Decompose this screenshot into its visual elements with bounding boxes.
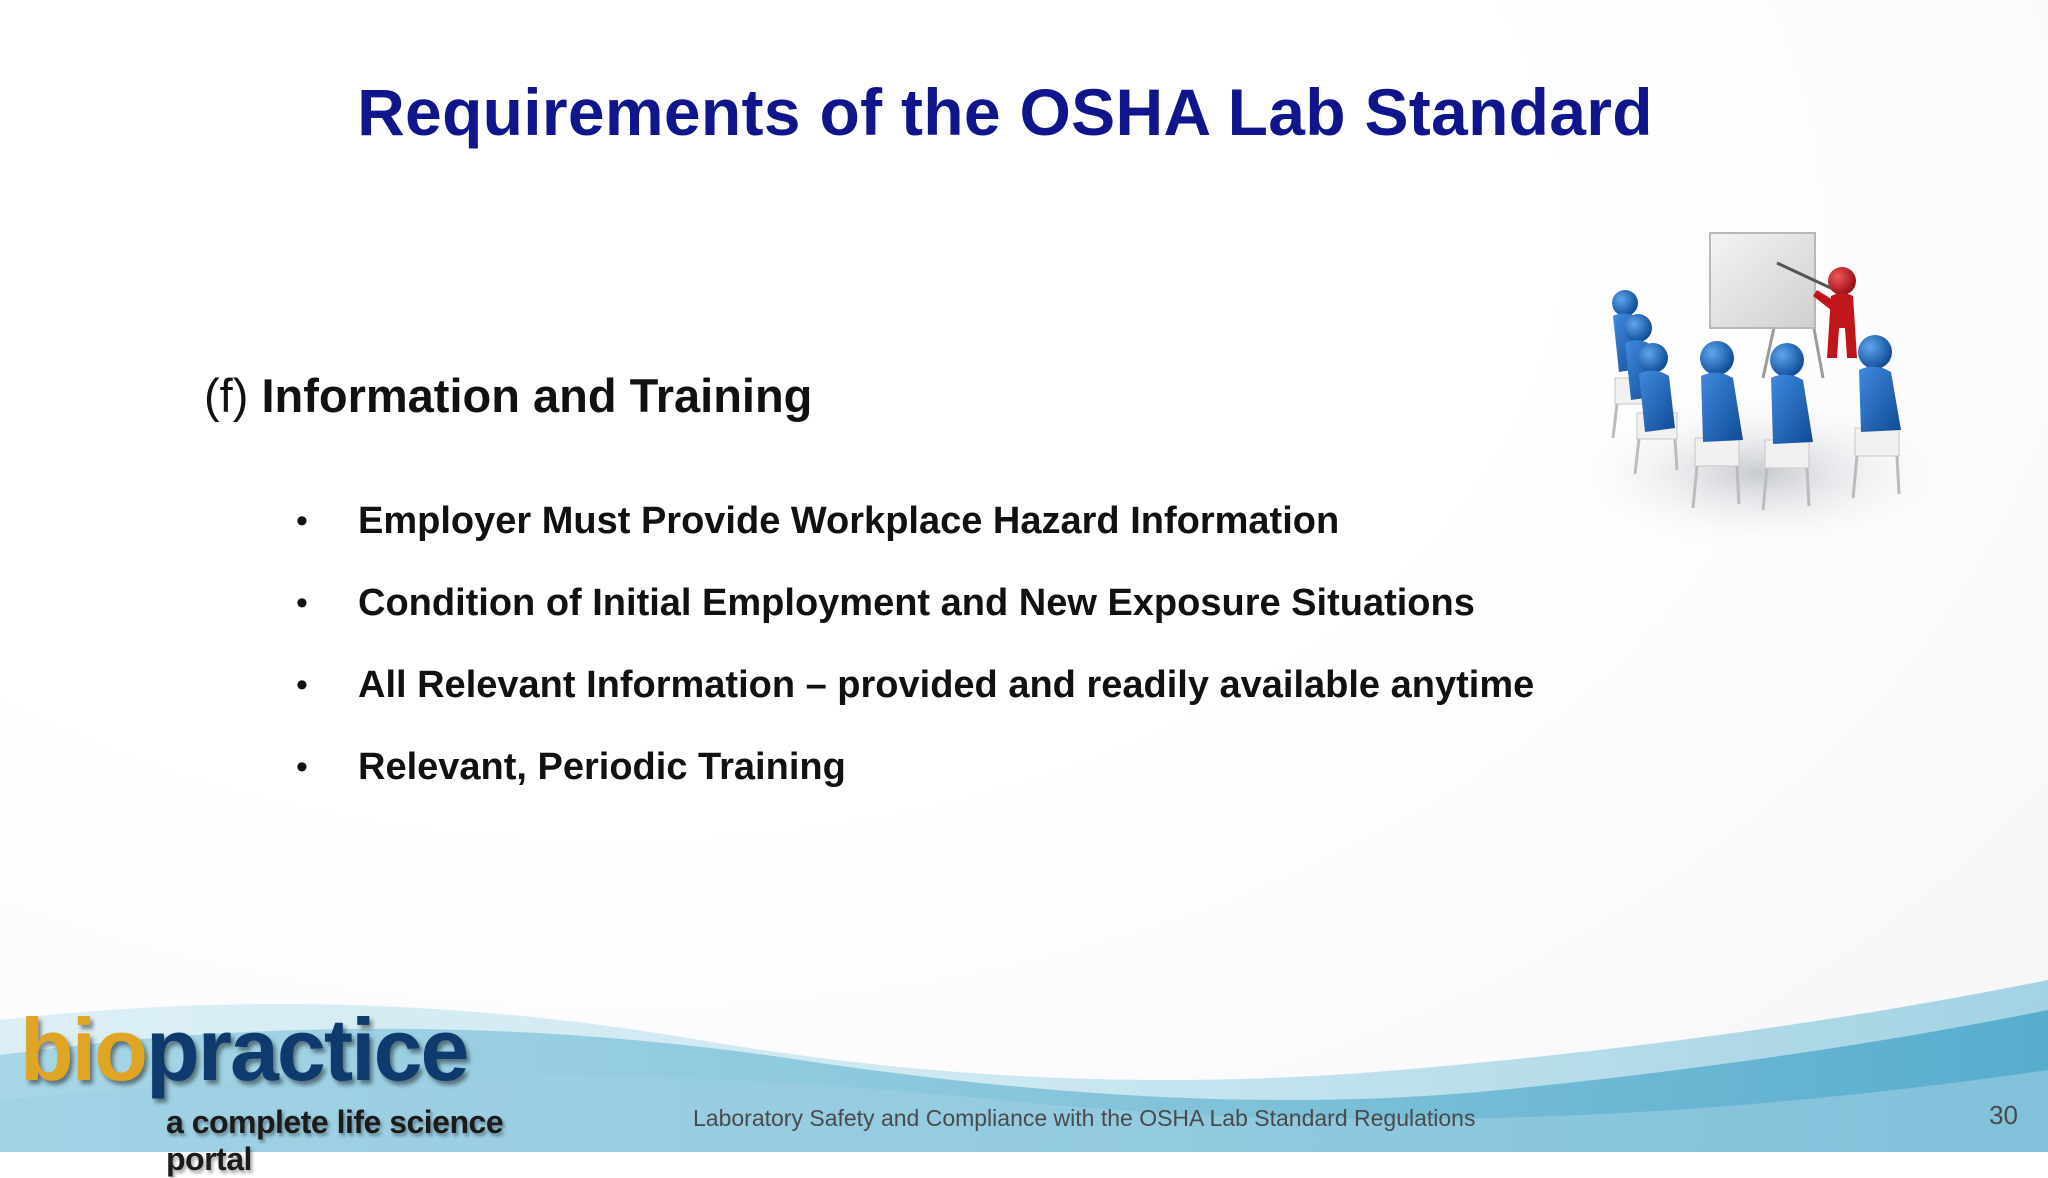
logo-part-practice: practice <box>145 1000 468 1099</box>
logo-tagline: a complete life science portal <box>166 1104 504 1177</box>
bullet-icon: • <box>296 748 308 786</box>
presentation-training-illustration <box>1555 228 1960 558</box>
bullet-icon: • <box>296 502 308 540</box>
logo-wordmark <box>20 1000 468 1099</box>
bullet-item <box>296 562 1534 644</box>
bullet-icon: • <box>296 584 308 622</box>
bullet-text: Employer Must Provide Workplace Hazard Information <box>358 499 1340 542</box>
bullet-item <box>296 644 1534 726</box>
logo-part-bio: bio <box>20 1000 146 1099</box>
bullet-item <box>296 480 1534 562</box>
bullet-text: Relevant, Periodic Training <box>358 745 846 788</box>
bullet-text: All Relevant Information – provided and readily available anytime <box>358 663 1535 706</box>
bullet-text: Condition of Initial Employment and New Exposure Situations <box>358 581 1475 624</box>
section-heading-text: Information and Training <box>261 369 813 422</box>
bullet-list <box>296 480 1534 808</box>
footer-text: Laboratory Safety and Compliance with the OSHA Lab Standard Regulations <box>693 1105 1476 1131</box>
slide-title: Requirements of the OSHA Lab Standard <box>357 75 1653 149</box>
biopractice-logo <box>14 1000 594 1177</box>
page-number: 30 <box>1989 1100 2018 1130</box>
bullet-item <box>296 726 1534 808</box>
section-prefix: (f) <box>204 369 249 422</box>
bullet-icon: • <box>296 666 308 704</box>
section-heading <box>204 368 812 423</box>
